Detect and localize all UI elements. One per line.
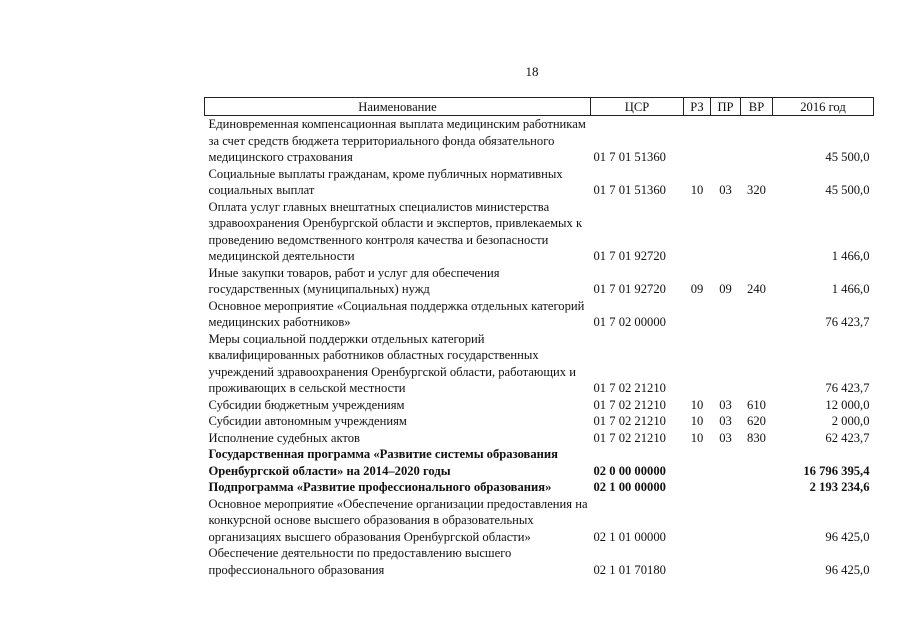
row-amount: 76 423,7 xyxy=(825,381,870,395)
row-name: Субсидии автономным учреждениям xyxy=(208,414,407,428)
row-csr: 01 7 01 51360 xyxy=(593,150,666,164)
row-amount: 2 000,0 xyxy=(831,414,870,428)
row-amount: 96 425,0 xyxy=(825,562,870,577)
header-year: 2016 год xyxy=(773,98,874,116)
row-csr: 01 7 02 21210 xyxy=(593,414,666,428)
page-number: 18 xyxy=(525,64,539,79)
row-csr: 01 7 01 92720 xyxy=(593,282,666,296)
table-row xyxy=(205,413,874,430)
table-row xyxy=(205,265,874,298)
row-name: Обеспечение деятельности по предоставлению высшего профессионального образования xyxy=(208,546,512,577)
row-rz: 09 xyxy=(690,282,704,296)
row-vr xyxy=(741,331,773,397)
row-rz xyxy=(684,479,711,496)
header-rz: РЗ xyxy=(684,98,711,116)
row-name: Основное мероприятие «Социальная поддержка отдельных категорий медицинских работников» xyxy=(208,298,585,329)
row-vr xyxy=(741,116,773,166)
table-row-program xyxy=(205,446,874,479)
row-vr: 320 xyxy=(747,183,766,197)
row-name: Иные закупки товаров, работ и услуг для обеспечения государственных (муниципальных) нужд xyxy=(208,265,500,296)
row-csr: 01 7 01 51360 xyxy=(593,183,666,197)
row-csr: 02 1 00 00000 xyxy=(593,480,666,494)
table-header-row xyxy=(205,98,874,116)
row-pr xyxy=(711,298,741,331)
row-pr: 03 xyxy=(719,430,732,445)
row-amount: 1 466,0 xyxy=(831,249,870,263)
row-pr xyxy=(711,116,741,166)
row-rz xyxy=(684,545,711,578)
row-name: Субсидии бюджетным учреждениям xyxy=(208,397,405,412)
row-vr xyxy=(741,496,773,546)
row-csr: 01 7 02 21210 xyxy=(593,430,666,445)
row-pr xyxy=(711,496,741,546)
row-vr xyxy=(741,479,773,496)
table-row xyxy=(205,331,874,397)
budget-table xyxy=(204,97,874,578)
row-pr xyxy=(711,545,741,578)
row-vr xyxy=(741,545,773,578)
table-row xyxy=(205,397,874,414)
row-pr xyxy=(711,331,741,397)
row-pr: 03 xyxy=(719,397,732,412)
row-vr: 240 xyxy=(747,282,766,296)
row-pr xyxy=(711,199,741,265)
header-name: Наименование xyxy=(205,98,591,116)
row-rz: 10 xyxy=(690,183,704,197)
row-pr: 03 xyxy=(719,183,732,197)
row-vr xyxy=(741,199,773,265)
row-csr: 02 0 00 00000 xyxy=(593,463,666,478)
table-row xyxy=(205,298,874,331)
row-vr xyxy=(741,298,773,331)
row-name: Социальные выплаты гражданам, кроме публичных нормативных социальных выплат xyxy=(208,166,563,197)
table-row xyxy=(205,166,874,199)
row-name: Меры социальной поддержки отдельных категорий квалифицированных работников областных государственных учреждений здравоохранения Оренбургской области, работающих и проживающих в сельской местности xyxy=(208,331,576,395)
row-rz xyxy=(684,496,711,546)
row-csr: 01 7 01 92720 xyxy=(593,249,666,263)
row-rz xyxy=(684,116,711,166)
table-row xyxy=(205,116,874,166)
row-amount: 62 423,7 xyxy=(825,430,870,445)
row-pr xyxy=(711,479,741,496)
row-amount: 2 193 234,6 xyxy=(809,480,870,494)
row-amount: 45 500,0 xyxy=(825,150,870,164)
row-amount: 76 423,7 xyxy=(825,315,870,329)
row-vr: 830 xyxy=(747,430,766,445)
row-rz: 10 xyxy=(690,397,704,412)
row-csr: 01 7 02 21210 xyxy=(593,397,666,412)
row-rz xyxy=(684,331,711,397)
row-amount: 96 425,0 xyxy=(825,529,870,544)
row-rz: 10 xyxy=(690,414,704,428)
row-pr: 09 xyxy=(719,282,732,296)
row-vr: 610 xyxy=(747,397,766,412)
row-name: Исполнение судебных актов xyxy=(208,430,360,445)
row-name: Оплата услуг главных внештатных специалистов министерства здравоохранения Оренбургской области и экспертов, привлекаемых к проведению ведомственного контроля качества и безопасности медицинской деятельности xyxy=(208,199,583,263)
row-rz xyxy=(684,446,711,479)
table-row xyxy=(205,496,874,546)
row-csr: 01 7 02 21210 xyxy=(593,381,666,395)
row-amount: 1 466,0 xyxy=(831,282,870,296)
row-rz: 10 xyxy=(690,430,704,445)
row-amount: 45 500,0 xyxy=(825,183,870,197)
row-amount: 16 796 395,4 xyxy=(803,463,870,478)
row-amount: 12 000,0 xyxy=(825,397,870,412)
table-row xyxy=(205,199,874,265)
row-vr: 620 xyxy=(747,414,766,428)
row-rz xyxy=(684,298,711,331)
row-vr xyxy=(741,446,773,479)
row-pr xyxy=(711,446,741,479)
table-row-subprogram xyxy=(205,479,874,496)
header-pr: ПР xyxy=(711,98,741,116)
header-csr: ЦСР xyxy=(591,98,684,116)
row-rz xyxy=(684,199,711,265)
row-csr: 01 7 02 00000 xyxy=(593,315,666,329)
row-pr: 03 xyxy=(719,414,732,428)
row-csr: 02 1 01 00000 xyxy=(593,529,666,544)
row-name: Основное мероприятие «Обеспечение организации предоставления на конкурсной основе высшего образования в образовательных организациях высшего образования Оренбургской области» xyxy=(208,496,588,544)
table-row xyxy=(205,430,874,447)
row-name: Подпрограмма «Развитие профессионального образования» xyxy=(208,480,552,494)
header-vr: ВР xyxy=(741,98,773,116)
table-row xyxy=(205,545,874,578)
row-csr: 02 1 01 70180 xyxy=(593,562,666,577)
row-name: Единовременная компенсационная выплата медицинским работникам за счет средств бюджета территориального фонда обязательного медицинского страхования xyxy=(208,117,586,164)
row-name: Государственная программа «Развитие системы образования Оренбургской области» на 2014–2020 годы xyxy=(208,447,558,478)
